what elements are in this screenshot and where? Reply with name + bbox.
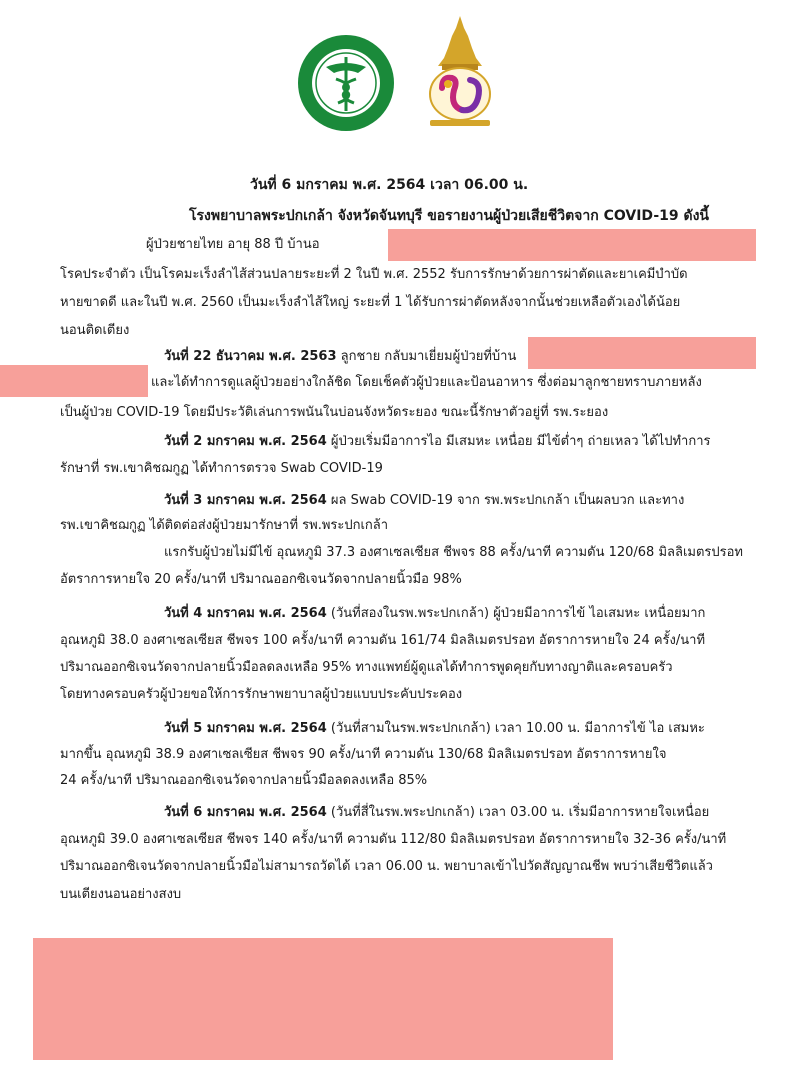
p7-line-1 (164, 803, 709, 823)
p2-date: วันที่ 22 ธันวาคม พ.ศ. 2563 (164, 349, 337, 364)
p6-date: วันที่ 5 มกราคม พ.ศ. 2564 (164, 721, 327, 736)
report-date-line: วันที่ 6 มกราคม พ.ศ. 2564 เวลา 06.00 น. (250, 177, 529, 193)
p3-line-2: รักษาที่ รพ.เขาคิชฌกูฏ ได้ทำการตรวจ Swab COVID-19 (60, 461, 383, 476)
report-title-line: โรงพยาบาลพระปกเกล้า จังหวัดจันทบุรี ขอรายงานผู้ป่วยเสียชีวิตจาก COVID-19 ดังนี้ (189, 208, 709, 224)
p3-text-1: ผู้ป่วยเริ่มมีอาการไอ มีเสมหะ เหนื่อย มีไข้ต่ำๆ ถ่ายเหลว ได้ไปทำการ (326, 434, 711, 449)
p1-line-2: โรคประจำตัว เป็นโรคมะเร็งลำไส้ส่วนปลายระยะที่ 2 ในปี พ.ศ. 2552 รับการรักษาด้วยการผ่าตัดและยาเคมีบำบัด (60, 267, 688, 282)
p3-line-1 (164, 432, 711, 452)
redaction-box (388, 229, 756, 261)
p6-line-2: มากขึ้น อุณหภูมิ 38.9 องศาเซลเซียส ชีพจร 90 ครั้ง/นาที ความดัน 130/68 มิลลิเมตรปรอท อัตราการหายใจ (60, 747, 667, 762)
redaction-box (528, 337, 756, 369)
p1-line-4: นอนติดเตียง (60, 323, 130, 338)
p7-text-1: (วันที่สี่ในรพ.พระปกเกล้า) เวลา 03.00 น. เริ่มมีอาการหายใจเหนื่อย (326, 805, 710, 820)
redaction-box (0, 365, 148, 397)
p6-text-1: (วันที่สามในรพ.พระปกเกล้า) เวลา 10.00 น. มีอาการไข้ ไอ เสมหะ (326, 721, 705, 736)
moph-logo (296, 33, 396, 133)
p4-line-2: รพ.เขาคิชฌกูฏ ได้ติดต่อส่งผู้ป่วยมารักษาที่ รพ.พระปกเกล้า (60, 518, 389, 533)
hospital-logo (412, 14, 508, 132)
p4-line-1 (164, 491, 684, 511)
p4-line-3: แรกรับผู้ป่วยไม่มีไข้ อุณหภูมิ 37.3 องศาเซลเซียส ชีพจร 88 ครั้ง/นาที ความดัน 120/68 มิลลิเมตรปรอท (164, 545, 744, 560)
p5-text-1: (วันที่สองในรพ.พระปกเกล้า) ผู้ป่วยมีอาการไข้ ไอเสมหะ เหนื่อยมาก (326, 606, 706, 621)
p5-line-4: โดยทางครอบครัวผู้ป่วยขอให้การรักษาพยาบาลผู้ป่วยแบบประคับประคอง (60, 687, 463, 702)
p5-date: วันที่ 4 มกราคม พ.ศ. 2564 (164, 606, 327, 621)
p6-line-3: 24 ครั้ง/นาที ปริมาณออกซิเจนวัดจากปลายนิ้วมือลดลงเหลือ 85% (60, 773, 428, 788)
p4-line-4: อัตราการหายใจ 20 ครั้ง/นาที ปริมาณออกซิเจนวัดจากปลายนิ้วมือ 98% (60, 572, 462, 587)
p7-line-3: ปริมาณออกซิเจนวัดจากปลายนิ้วมือไม่สามารถวัดได้ เวลา 06.00 น. พยาบาลเข้าไปวัดสัญญาณชีพ พบว่าเสียชีวิตแล้ว (60, 859, 713, 874)
p6-line-1 (164, 719, 705, 739)
p2-text-1: ลูกชาย กลับมาเยี่ยมผู้ป่วยที่บ้าน (336, 349, 517, 364)
p2-line-3: เป็นผู้ป่วย COVID-19 โดยมีประวัติเล่นการพนันในบ่อนจังหวัดระยอง ขณะนี้รักษาตัวอยู่ที่ รพ.ระยอง (60, 405, 609, 420)
p2-line-2: และได้ทำการดูแลผู้ป่วยอย่างใกล้ชิด โดยเช็คตัวผู้ป่วยและป้อนอาหาร ซึ่งต่อมาลูกชายทราบภายหลัง (151, 375, 702, 390)
p4-date: วันที่ 3 มกราคม พ.ศ. 2564 (164, 493, 327, 508)
p5-line-2: อุณหภูมิ 38.0 องศาเซลเซียส ชีพจร 100 ครั้ง/นาที ความดัน 161/74 มิลลิเมตรปรอท อัตราการหายใจ 24 ครั้ง/นาที (60, 633, 706, 648)
p4-text-1: ผล Swab COVID-19 จาก รพ.พระปกเกล้า เป็นผลบวก และทาง (326, 493, 685, 508)
p7-line-4: บนเตียงนอนอย่างสงบ (60, 887, 182, 902)
redaction-box (33, 938, 613, 1060)
p3-date: วันที่ 2 มกราคม พ.ศ. 2564 (164, 434, 327, 449)
p2-line-1 (164, 347, 516, 367)
p7-date: วันที่ 6 มกราคม พ.ศ. 2564 (164, 805, 327, 820)
p5-line-3: ปริมาณออกซิเจนวัดจากปลายนิ้วมือลดลงเหลือ 95% ทางแพทย์ผู้ดูแลได้ทำการพูดคุยกับทางญาติและครอบครัว (60, 660, 673, 675)
p7-line-2: อุณหภูมิ 39.0 องศาเซลเซียส ชีพจร 140 ครั้ง/นาที ความดัน 112/80 มิลลิเมตรปรอท อัตราการหายใจ 32-36 ครั้ง/นาที (60, 832, 727, 847)
p1-line-3: หายขาดดี และในปี พ.ศ. 2560 เป็นมะเร็งลำไส้ใหญ่ ระยะที่ 1 ได้รับการผ่าตัดหลังจากนั้นช่วยเหลือตัวเองได้น้อย (60, 295, 681, 310)
p1-line-1: ผู้ป่วยชายไทย อายุ 88 ปี บ้านอ (146, 237, 320, 252)
p5-line-1 (164, 604, 705, 624)
